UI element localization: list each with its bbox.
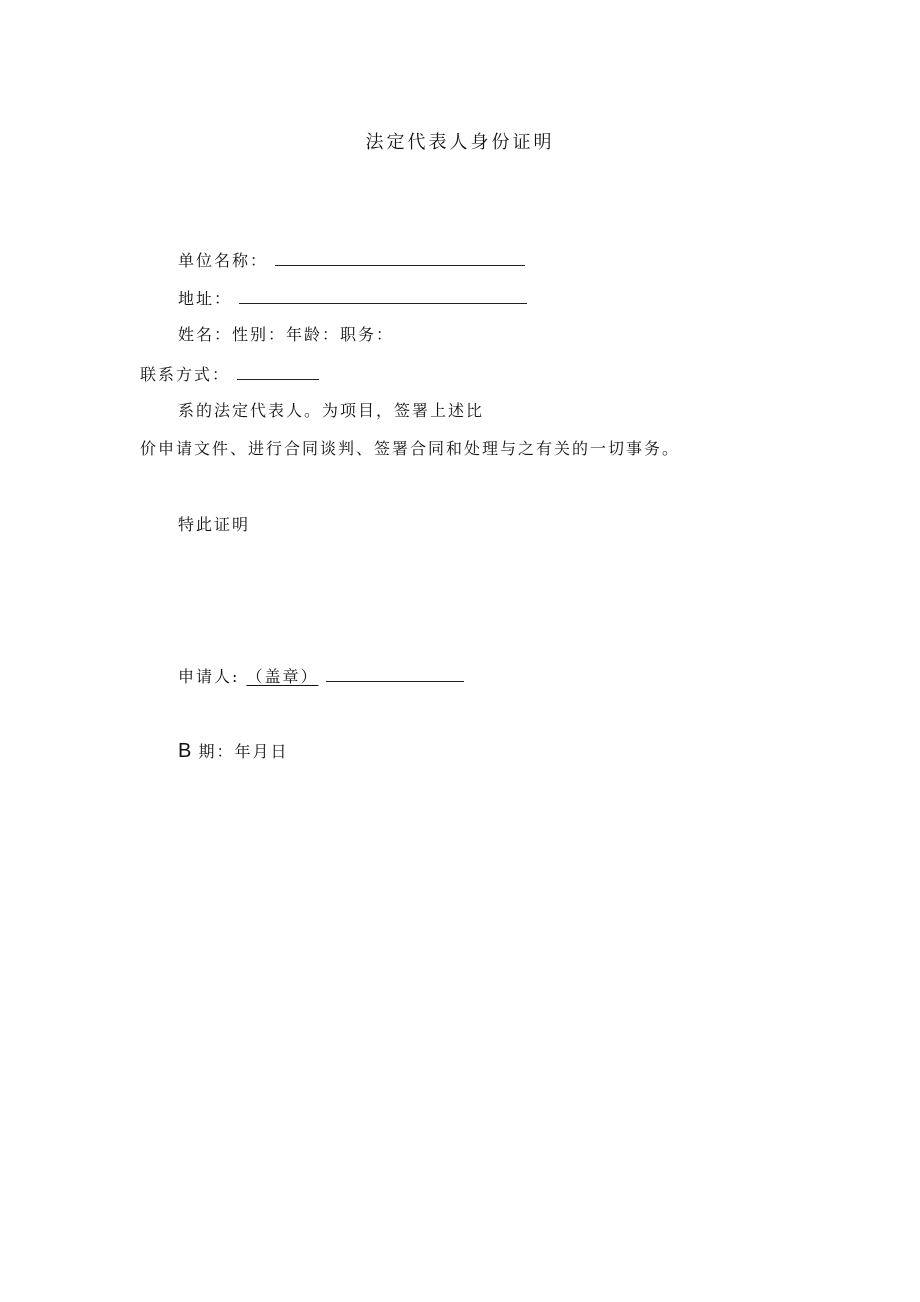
applicant-label: 申请人:: [178, 667, 240, 686]
contact-row: [140, 363, 319, 385]
address-row: [178, 287, 527, 309]
document-title: 法定代表人身份证明: [365, 132, 555, 153]
unit-name-label: 单位名称：: [178, 251, 269, 270]
contact-label: 联系方式：: [140, 365, 231, 384]
applicant-blank: [326, 665, 464, 682]
address-blank: [239, 287, 527, 304]
contact-blank: [237, 363, 319, 380]
applicant-row: [178, 665, 464, 687]
date-row: [178, 741, 288, 762]
paragraph-line-1: 系的法定代表人。为项目，签署上述比: [178, 401, 485, 420]
person-info-row: 姓名：性别：年龄：职务：: [178, 325, 395, 344]
address-label: 地址：: [178, 289, 233, 308]
seal-text: （盖章）: [246, 667, 319, 686]
date-text: 期：年月日: [198, 742, 289, 761]
paragraph-line-2: 价申请文件、进行合同谈判、签署合同和处理与之有关的一切事务。: [140, 439, 681, 458]
date-prefix: B: [178, 740, 192, 762]
unit-name-row: [178, 249, 525, 271]
certify-text: 特此证明: [178, 515, 251, 534]
unit-name-blank: [275, 249, 525, 266]
